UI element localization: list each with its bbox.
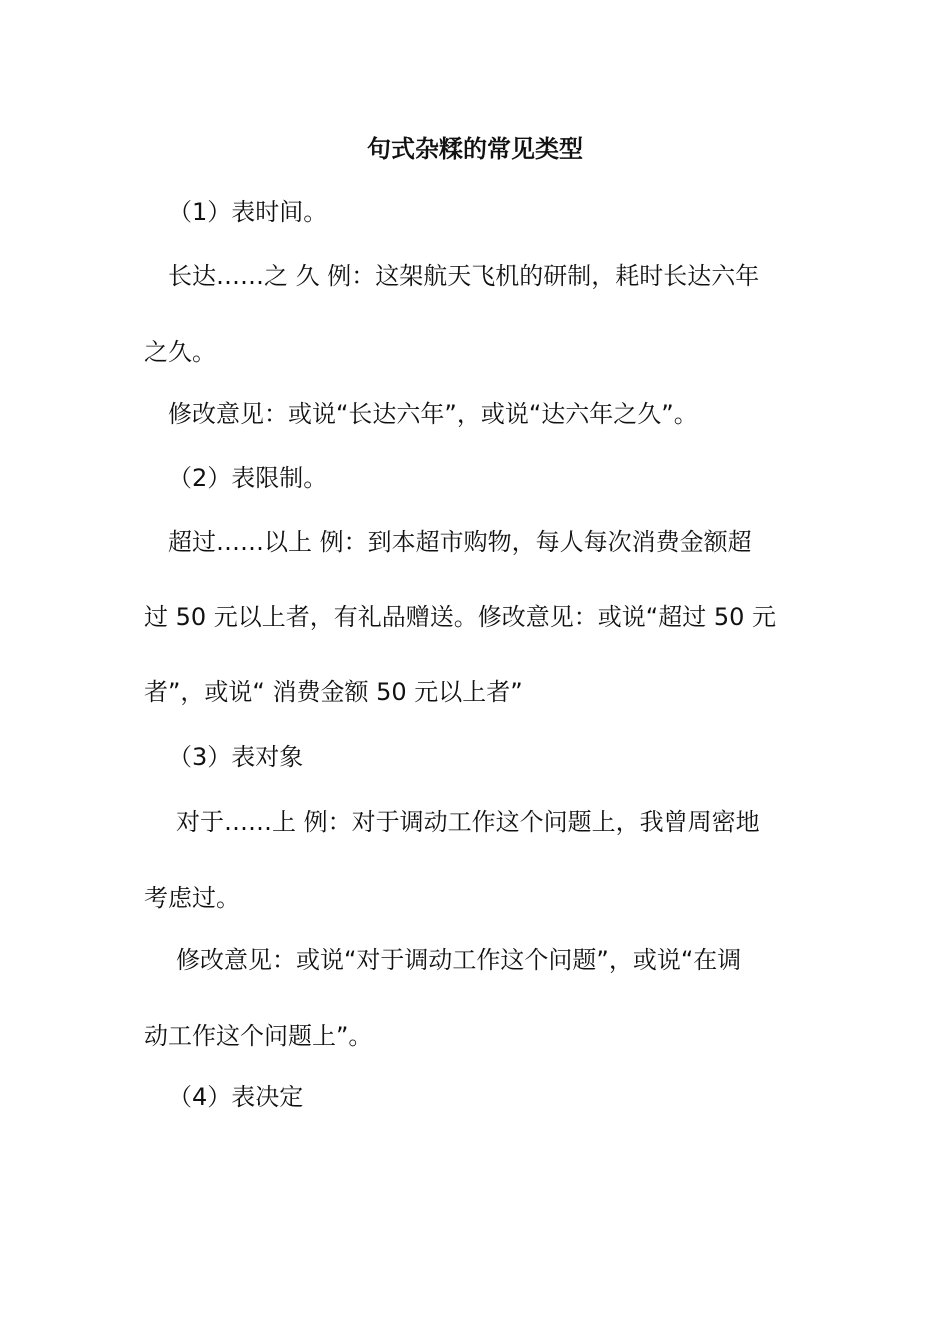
- section-heading-2: （2）表限制。: [168, 464, 328, 492]
- paragraph-line: 对于……上 例：对于调动工作这个问题上，我曾周密地: [176, 808, 760, 836]
- paragraph-line: 修改意见：或说“对于调动工作这个问题”，或说“在调: [176, 946, 742, 974]
- paragraph-line: 长达……之 久 例：这架航天飞机的研制，耗时长达六年: [168, 262, 760, 290]
- paragraph-line: 修改意见：或说“长达六年”，或说“达六年之久”。: [168, 400, 698, 428]
- paragraph-line: 动工作这个问题上”。: [144, 1022, 373, 1050]
- paragraph-line: 超过……以上 例：到本超市购物，每人每次消费金额超: [168, 528, 752, 556]
- paragraph-line: 过 50 元以上者，有礼品赠送。修改意见：或说“超过 50 元: [144, 603, 777, 631]
- paragraph-line: 者”，或说“ 消费金额 50 元以上者”: [144, 678, 523, 706]
- paragraph-line: 考虑过。: [144, 884, 240, 912]
- section-heading-1: （1）表时间。: [168, 198, 328, 226]
- page-title: 句式杂糅的常见类型: [367, 135, 583, 163]
- section-heading-4: （4）表决定: [168, 1083, 304, 1111]
- section-heading-3: （3）表对象: [168, 743, 304, 771]
- paragraph-line: 之久。: [144, 338, 216, 366]
